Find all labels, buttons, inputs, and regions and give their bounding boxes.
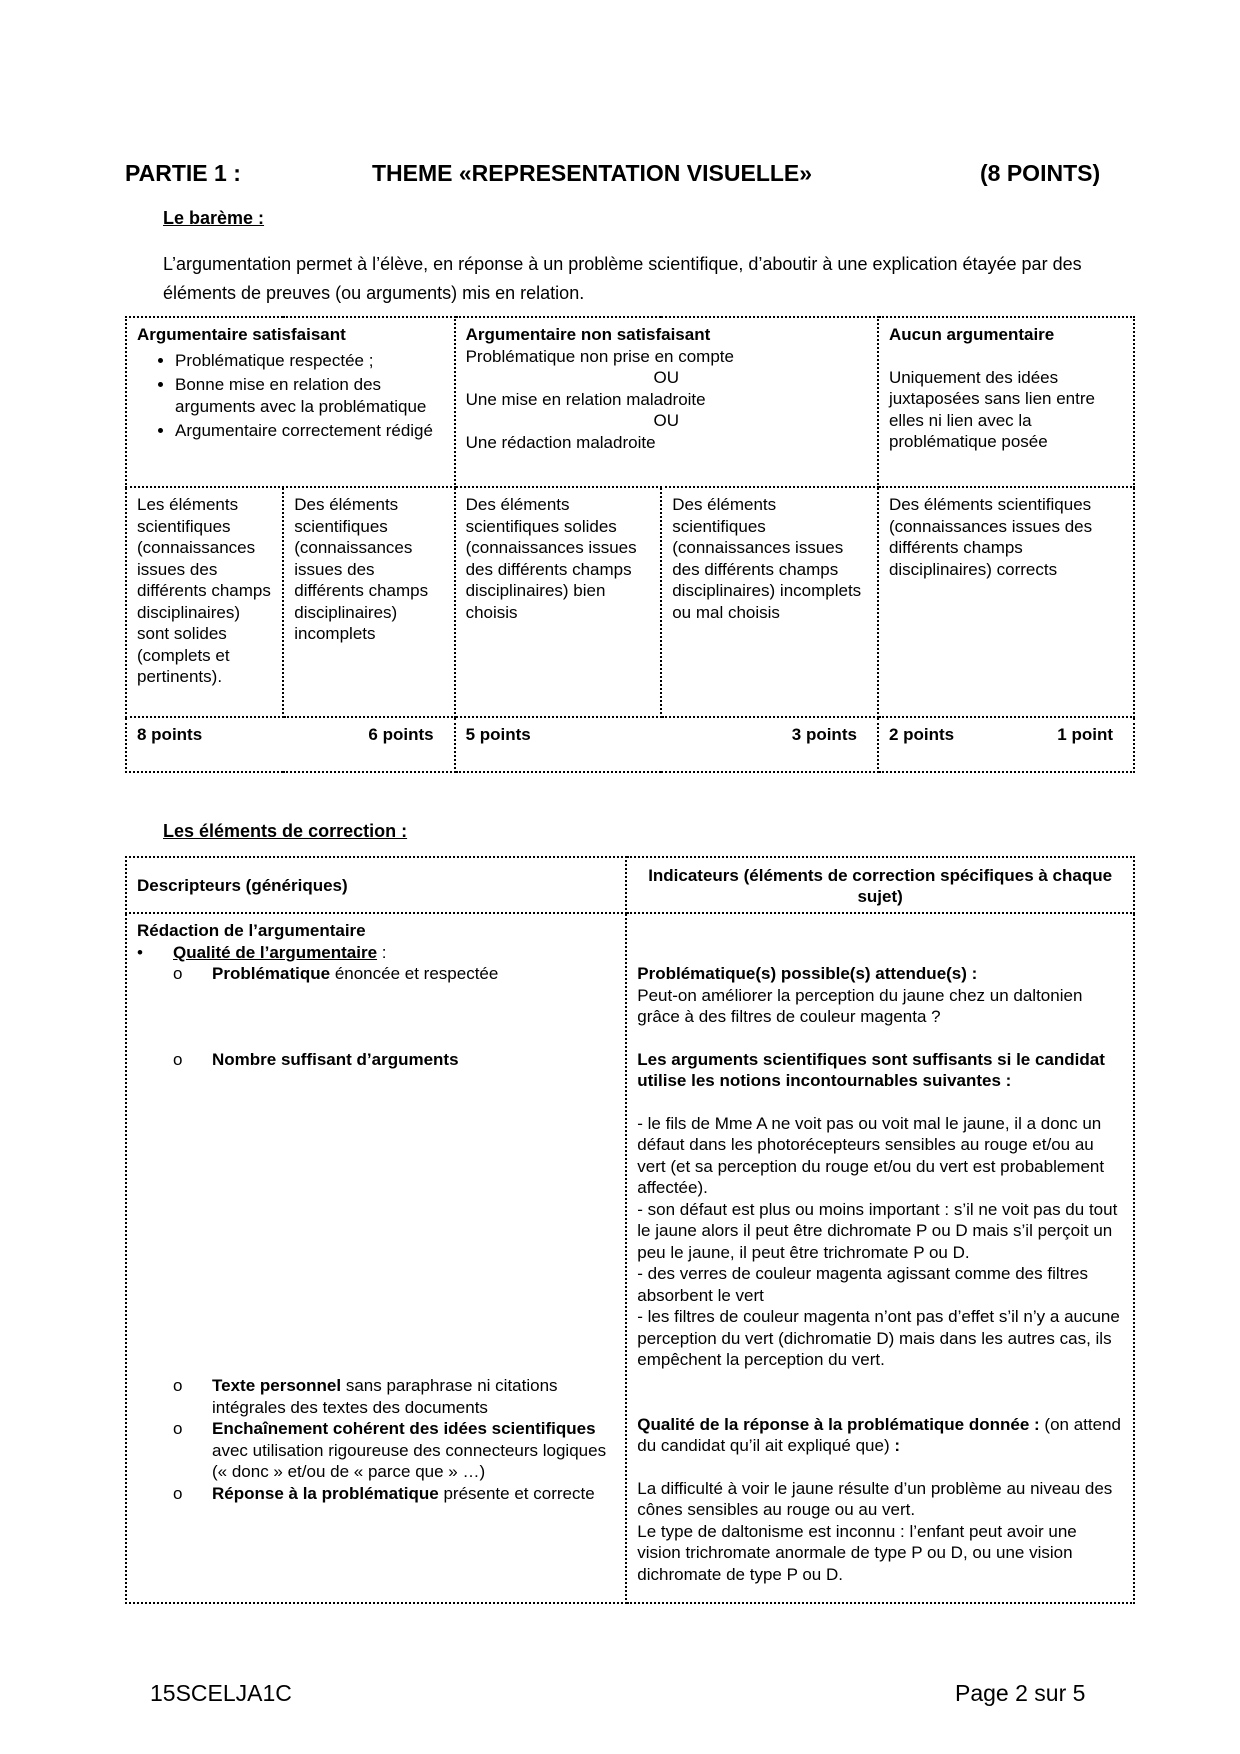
circle-bullet-icon: o — [173, 1049, 183, 1069]
points-value: 8 points — [137, 725, 203, 744]
indicator-title: Qualité de la réponse à la problématique donnée : — [637, 1414, 1040, 1434]
bareme-table — [125, 316, 1135, 773]
satisfaisant-list — [137, 350, 444, 442]
bullet-icon: • — [137, 942, 143, 962]
descriptor-item — [137, 1375, 615, 1418]
aucun-title: Aucun argumentaire — [888, 325, 1055, 344]
points-cell — [455, 717, 878, 772]
indicator-text: Peut-on améliorer la perception du jaune chez un daltonien grâce à des filtres de couleur magenta ? — [637, 985, 1083, 1026]
non-satisfaisant-line1: Problématique non prise en compte — [465, 346, 734, 366]
indicator-text: - le fils de Mme A ne voit pas ou voit mal le jaune, il a donc un défaut dans les photorécepteurs sensibles au rouge et/ou au vert (et sa perception du rouge et/ou du vert est probablement affectée). — [637, 1113, 1105, 1197]
indicator-text: - des verres de couleur magenta agissant comme des filtres absorbent le vert — [637, 1264, 1088, 1305]
indicator-paragraph — [637, 1414, 1123, 1457]
correction-title: Les éléments de correction : — [163, 821, 408, 841]
elements-cell: Des éléments scientifiques (connaissances issues des différents champs disciplinaires) incomplets — [283, 487, 454, 717]
satisfaisant-title: Argumentaire satisfaisant — [137, 325, 346, 344]
circle-bullet-icon: o — [173, 1419, 183, 1438]
points-value: 3 points — [791, 725, 857, 744]
bareme-intro: L’argumentation permet à l’élève, en réponse à un problème scientifique, d’aboutir à une explication étayée par des éléments de preuves (ou arguments) mis en relation. — [163, 254, 1082, 303]
points-value: 1 point — [1057, 725, 1113, 744]
descriptor-text: avec utilisation rigoureuse des connecteurs logiques (« donc » et/ou de « parce que » …) — [212, 1440, 607, 1481]
indicator-title: Problématique(s) possible(s) attendue(s) : — [637, 964, 978, 983]
aucun-text: Uniquement des idées juxtaposées sans lien entre elles ni lien avec la problématique posée — [888, 367, 1095, 451]
indicator-text: (on attend du candidat qu’il ait expliqué que) — [637, 1414, 1121, 1455]
descriptors-header: Descripteurs (génériques) — [126, 857, 626, 913]
points-value: 6 points — [368, 725, 434, 744]
part-label: PARTIE 1 : — [125, 160, 241, 186]
descriptor-bold: Enchaînement cohérent des idées scientifiques — [212, 1419, 596, 1438]
qualite-colon: : — [377, 942, 387, 962]
indicator-colon: : — [894, 1436, 901, 1455]
circle-bullet-icon: o — [173, 1376, 183, 1395]
points-cell — [878, 717, 1134, 772]
qualite-label: Qualité de l’argumentaire — [173, 942, 378, 962]
redaction-heading: Rédaction de l’argumentaire — [137, 921, 366, 940]
cell-satisfaisant — [126, 317, 455, 487]
elements-cell: Des éléments scientifiques (connaissances issues des différents champs disciplinaires) corrects — [878, 487, 1134, 717]
or-label: OU — [653, 368, 680, 387]
non-satisfaisant-line2: Une mise en relation maladroite — [465, 389, 706, 409]
descriptor-item — [137, 1049, 615, 1071]
descriptor-text: sans paraphrase ni citations intégrales des textes des documents — [212, 1376, 558, 1417]
circle-bullet-icon: o — [173, 1483, 183, 1503]
theme-title: THEME «REPRESENTATION VISUELLE» — [372, 160, 813, 186]
correction-table — [125, 856, 1135, 1604]
indicators-cell — [626, 913, 1134, 1603]
indicator-title: Les arguments scientifiques sont suffisants si le candidat utilise les notions incontournables suivantes : — [637, 1049, 1105, 1090]
descriptor-bold: Nombre suffisant d’arguments — [212, 1049, 459, 1069]
indicator-text: Le type de daltonisme est inconnu : l’enfant peut avoir une vision trichromate anormale de type P ou D, ou une vision dichromate de type P ou D. — [637, 1521, 1077, 1584]
indicators-header: Indicateurs (éléments de correction spécifiques à chaque sujet) — [626, 857, 1134, 913]
elements-cell: Les éléments scientifiques (connaissances issues des différents champs disciplinaires) sont solides (complets et pertinents). — [126, 487, 283, 717]
circle-bullet-icon: o — [173, 964, 183, 983]
descriptor-item — [137, 963, 615, 985]
points-value: 5 points — [465, 725, 531, 744]
descriptor-bold: Réponse à la problématique — [212, 1483, 439, 1503]
elements-cell: Des éléments scientifiques solides (connaissances issues des différents champs disciplinaires) bien choisis — [455, 487, 662, 717]
cell-aucun — [878, 317, 1134, 487]
descriptors-cell — [126, 913, 626, 1603]
list-item: • Bonne mise en relation des arguments avec la problématique — [175, 374, 444, 417]
descriptor-bold: Texte personnel — [212, 1376, 342, 1395]
points-cell — [126, 717, 455, 772]
indicator-text: - son défaut est plus ou moins important : s’il ne voit pas du tout le jaune alors il peut être dichromate P ou D mais s’il perçoit un peu le jaune, il peut être trichromate P ou D. — [637, 1199, 1118, 1262]
non-satisfaisant-line3: Une rédaction maladroite — [465, 432, 656, 452]
points-total: (8 POINTS) — [980, 160, 1101, 186]
descriptor-text: énoncée et respectée — [330, 964, 499, 983]
elements-cell: Des éléments scientifiques (connaissances issues des différents champs disciplinaires) incomplets ou mal choisis — [661, 487, 878, 717]
descriptor-bold: Problématique — [212, 964, 331, 983]
page-number: Page 2 sur 5 — [955, 1680, 1086, 1706]
or-label: OU — [653, 411, 680, 430]
qualite-item — [137, 942, 615, 964]
indicator-text: La difficulté à voir le jaune résulte d’un problème au niveau des cônes sensibles au rouge ou au vert. — [637, 1478, 1113, 1519]
list-item: • Argumentaire correctement rédigé — [175, 420, 444, 442]
indicator-text: - les filtres de couleur magenta n’ont pas d’effet s’il n’y a aucune perception du vert (dichromatie D) mais dans les autres cas, ils empêchent la perception du vert. — [637, 1307, 1120, 1369]
points-value: 2 points — [888, 725, 955, 744]
cell-non-satisfaisant — [455, 317, 878, 487]
non-satisfaisant-title: Argumentaire non satisfaisant — [465, 325, 711, 344]
list-item: • Problématique respectée ; — [175, 350, 444, 372]
document-code: 15SCELJA1C — [150, 1680, 292, 1706]
descriptor-item — [137, 1418, 615, 1483]
descriptor-item — [137, 1483, 615, 1505]
descriptor-text: présente et correcte — [438, 1483, 595, 1503]
bareme-title: Le barème : — [163, 208, 265, 228]
